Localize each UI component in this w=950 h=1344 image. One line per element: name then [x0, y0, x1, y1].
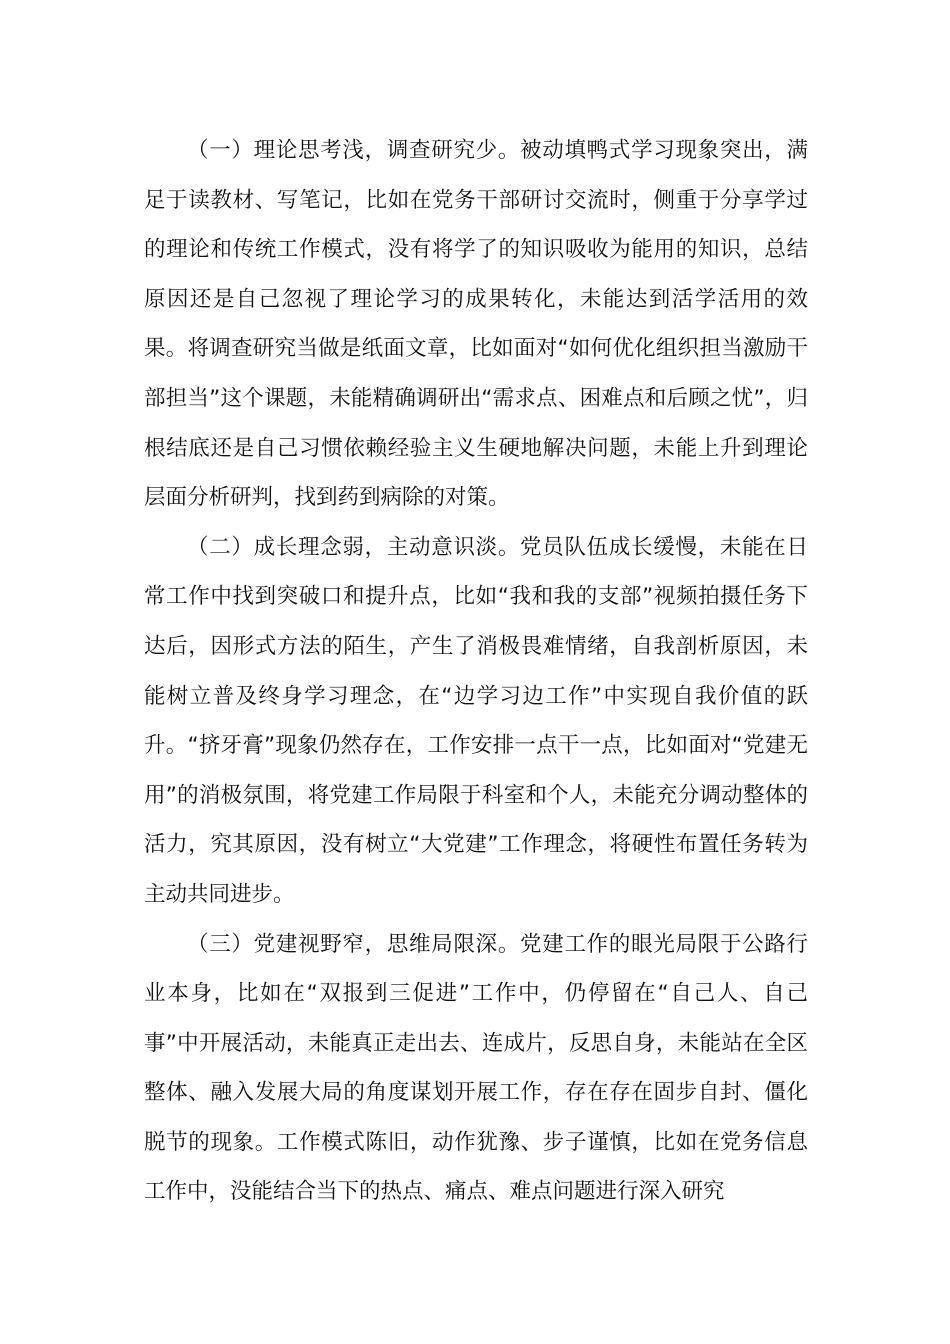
paragraph-3: （三）党建视野窄，思维局限深。党建工作的眼光局限于公路行业本身，比如在“双报到三促进”工作中，仍停留在“自己人、自己事”中开展活动，未能真正走出去、连成片，反思自身，未能站在全区整体、融入发展大局的角度谋划开展工作，存在存在固步自封、僵化脱节的现象。工作模式陈旧，动作犹豫、步子谨慎，比如在党务信息工作中，没能结合当下的热点、痛点、难点问题进行深入研究 [144, 931, 808, 1205]
paragraph-2: （二）成长理念弱，主动意识淡。党员队伍成长缓慢，未能在日常工作中找到突破口和提升点，比如“我和我的支部”视频拍摄任务下达后，因形式方法的陌生，产生了消极畏难情绪，自我剖析原因，未能树立普及终身学习理念，在“边学习边工作”中实现自我价值的跃升。“挤牙膏”现象仍然存在，工作安排一点干一点，比如面对“党建无用”的消极氛围，将党建工作局限于科室和个人，未能充分调动整体的活力，究其原因，没有树立“大党建”工作理念，将硬性布置任务转为主动共同进步。 [144, 534, 808, 907]
document-body [144, 126, 808, 1217]
paragraph-1: （一）理论思考浅，调查研究少。被动填鸭式学习现象突出，满足于读教材、写笔记，比如在党务干部研讨交流时，侧重于分享学过的理论和传统工作模式，没有将学了的知识吸收为能用的知识，总结原因还是自己忽视了理论学习的成果转化，未能达到活学活用的效果。将调查研究当做是纸面文章，比如面对“如何优化组织担当激励干部担当”这个课题，未能精确调研出“需求点、困难点和后顾之忧”，归根结底还是自己习惯依赖经验主义生硬地解决问题，未能上升到理论层面分析研判，找到药到病除的对策。 [144, 138, 808, 511]
